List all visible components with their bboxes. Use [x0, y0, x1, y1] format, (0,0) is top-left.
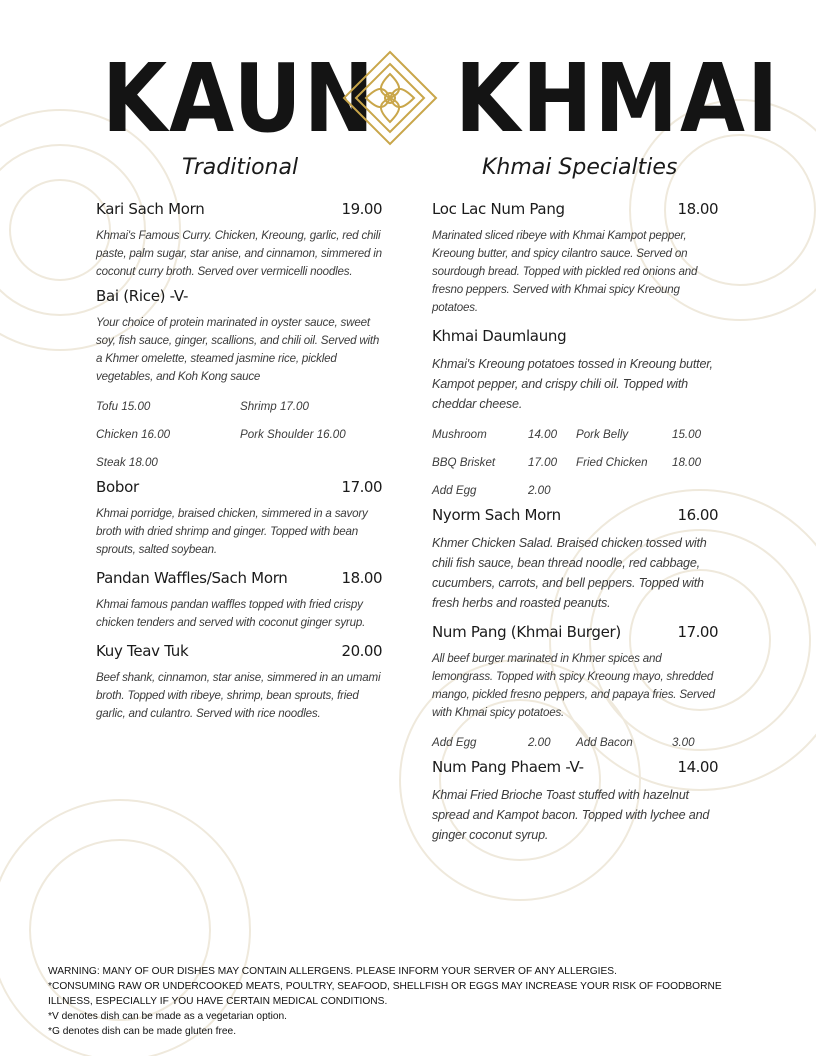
- menu-item: [96, 478, 386, 559]
- option-cell: Add Egg: [432, 483, 477, 497]
- item-description: Beef shank, cinnamon, star anise, simmered in an umami broth. Topped with ribeye, shrimp, bean sprouts, fried garlic, and culantro. Served with rice noodles.: [96, 671, 381, 720]
- menu-item: [432, 200, 722, 317]
- option-row: [432, 448, 722, 476]
- option-cell: Steak 18.00: [96, 455, 158, 469]
- footer-line: ILLNESS, ESPECIALLY IF YOU HAVE CERTAIN MEDICAL CONDITIONS.: [48, 996, 388, 1007]
- footer-line: *V denotes dish can be made as a vegetarian option.: [48, 1011, 288, 1022]
- item-description: Khmai's Kreoung potatoes tossed in Kreoung butter, Kampot pepper, and crispy chili oil. Topped with cheddar cheese.: [432, 357, 713, 411]
- section-title-traditional: Traditional: [182, 155, 299, 180]
- footer-line: *G denotes dish can be made gluten free.: [48, 1026, 237, 1037]
- item-name: Num Pang Phaem -V-: [432, 758, 584, 776]
- menu-item: [432, 327, 722, 504]
- section-title-specialties: Khmai Specialties: [482, 155, 678, 180]
- option-cell: Add Bacon: [576, 735, 633, 749]
- lotus-emblem-icon: [340, 48, 440, 148]
- option-cell: BBQ Brisket: [432, 455, 496, 469]
- item-price: 18.00: [677, 200, 718, 218]
- menu-item: [432, 758, 722, 845]
- item-price: 14.00: [677, 758, 718, 776]
- item-price: 17.00: [341, 478, 382, 496]
- protein-options: [96, 392, 386, 476]
- item-name: Bai (Rice) -V-: [96, 287, 189, 305]
- footer-line: *CONSUMING RAW OR UNDERCOOKED MEATS, POULTRY, SEAFOOD, SHELLFISH OR EGGS MAY INCREASE YOUR RISK OF FOODBORNE: [48, 981, 722, 992]
- option-cell: Pork Shoulder 16.00: [240, 427, 346, 441]
- item-name: Pandan Waffles/Sach Morn: [96, 569, 288, 587]
- menu-item: [96, 287, 386, 476]
- item-description: Khmai's Famous Curry. Chicken, Kreoung, garlic, red chili paste, palm sugar, star anise, and cinnamon, simmered in coconut curry broth. Served over vermicelli noodles.: [96, 229, 382, 278]
- item-price: 16.00: [677, 506, 718, 524]
- brand-word-right: KHMAI: [455, 43, 781, 154]
- option-cell: Pork Belly: [576, 427, 629, 441]
- item-name: Kuy Teav Tuk: [96, 642, 189, 660]
- daumlaung-options: [432, 420, 722, 504]
- option-cell: Chicken 16.00: [96, 427, 171, 441]
- item-price: 17.00: [677, 623, 718, 641]
- item-name: Bobor: [96, 478, 139, 496]
- option-row: [432, 420, 722, 448]
- option-cell: 2.00: [528, 483, 551, 497]
- specialties-column: [432, 200, 722, 855]
- option-cell: 17.00: [528, 455, 558, 469]
- option-cell: 18.00: [672, 455, 702, 469]
- option-row: [96, 420, 386, 448]
- item-description: Khmai porridge, braised chicken, simmered in a savory broth with dried shrimp and ginger. Topped with bean sprouts, salted soybean.: [96, 507, 368, 556]
- option-cell: Add Egg: [432, 735, 477, 749]
- item-price: 18.00: [341, 569, 382, 587]
- item-price: 19.00: [341, 200, 382, 218]
- menu-item: [96, 569, 386, 632]
- option-cell: Mushroom: [432, 427, 487, 441]
- item-description: Khmai Fried Brioche Toast stuffed with hazelnut spread and Kampot bacon. Topped with lychee and ginger coconut syrup.: [432, 788, 710, 842]
- option-row: [432, 476, 722, 504]
- option-cell: 14.00: [528, 427, 558, 441]
- menu-item: [432, 506, 722, 613]
- burger-options: [432, 728, 722, 756]
- item-description: Your choice of protein marinated in oyster sauce, sweet soy, fish sauce, ginger, scallions, and chili oil. Served with a Khmer omelette, steamed jasmine rice, pickled vegetables, and Koh Kong sauce: [96, 316, 380, 383]
- item-description: Khmer Chicken Salad. Braised chicken tossed with chili fish sauce, bean thread noodle, red cabbage, cucumbers, carrots, and bell peppers. Topped with fresh herbs and roasted peanuts.: [432, 536, 707, 610]
- option-cell: 3.00: [672, 735, 695, 749]
- option-row: [96, 448, 386, 476]
- option-cell: 15.00: [672, 427, 702, 441]
- logo-header: [0, 40, 816, 154]
- menu-item: [96, 642, 386, 723]
- item-name: Num Pang (Khmai Burger): [432, 623, 621, 641]
- item-description: Khmai famous pandan waffles topped with fried crispy chicken tenders and served with coconut ginger syrup.: [96, 598, 366, 629]
- option-cell: Fried Chicken: [576, 455, 648, 469]
- menu-item: [96, 200, 386, 281]
- allergen-footer: [48, 964, 768, 1039]
- footer-line: WARNING: MANY OF OUR DISHES MAY CONTAIN ALLERGENS. PLEASE INFORM YOUR SERVER OF ANY ALLERGIES.: [48, 966, 617, 977]
- item-price: 20.00: [341, 642, 382, 660]
- brand-word-left: KAUN: [102, 43, 377, 154]
- item-name: Khmai Daumlaung: [432, 327, 567, 345]
- item-description: Marinated sliced ribeye with Khmai Kampot pepper, Kreoung butter, and spicy cilantro sauce. Served on sourdough bread. Topped with pickled red onions and fresno peppers. Served with Khmai spicy Kreoung potatoes.: [432, 229, 698, 314]
- item-name: Nyorm Sach Morn: [432, 506, 561, 524]
- option-row: [96, 392, 386, 420]
- item-name: Loc Lac Num Pang: [432, 200, 565, 218]
- option-cell: 2.00: [528, 735, 551, 749]
- option-cell: Tofu 15.00: [96, 399, 151, 413]
- option-row: [432, 728, 722, 756]
- option-cell: Shrimp 17.00: [240, 399, 309, 413]
- item-name: Kari Sach Morn: [96, 200, 205, 218]
- item-description: All beef burger marinated in Khmer spices and lemongrass. Topped with spicy Kreoung mayo, shredded mango, pickled fresno peppers, and papaya fries. Served with Khmai spicy potatoes.: [432, 652, 715, 719]
- menu-item: [432, 623, 722, 756]
- traditional-column: [96, 200, 386, 733]
